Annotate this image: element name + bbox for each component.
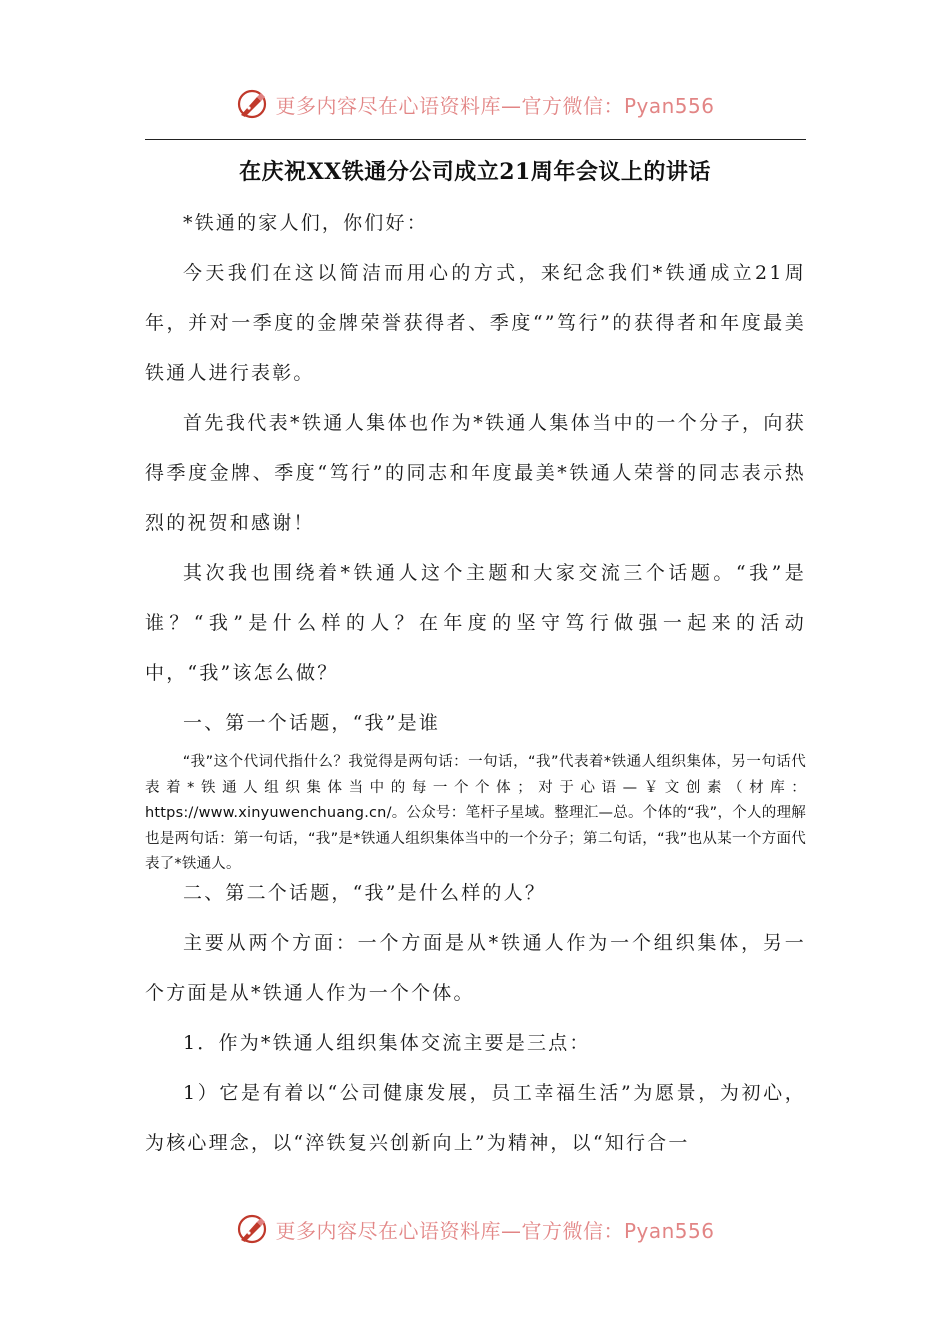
footer-banner <box>0 1207 950 1251</box>
body-paragraph: 主要从两个方面：一个方面是从*铁通人作为一个组织集体，另一个方面是从*铁通人作为一个个体。 <box>145 932 806 1004</box>
inserted-small-paragraph: “我”这个代词代指什么？我觉得是两句话：一句话，“我”代表着*铁通人组织集体，另一句话代表着*铁通人组织集体当中的每一个个体；对于心语—￥文创素（材库：https://www.xinyuwenchuang.cn/。公众号：笔杆子星域。整理汇—总。个体的“我”，个人的理解也是两句话：第一句话，“我”是*铁通人组织集体当中的一个分子；第二句话，“我”也从某一个方面代表了*铁通人。 <box>145 754 806 872</box>
list-heading: 1．作为*铁通人组织集体交流主要是三点： <box>183 1032 591 1054</box>
body-paragraph: 首先我代表*铁通人集体也作为*铁通人集体当中的一个分子，向获得季度金牌、季度“笃行”的同志和年度最美*铁通人荣誉的同志表示热烈的祝贺和感谢！ <box>145 412 806 534</box>
header-divider <box>145 139 806 140</box>
body-paragraph: 其次我也围绕着*铁通人这个主题和大家交流三个话题。“我”是谁？“我”是什么样的人？在年度的坚守笃行做强一起来的活动中，“我”该怎么做？ <box>145 562 806 684</box>
section-heading: 一、第一个话题，“我”是谁 <box>183 712 441 734</box>
body-paragraph: 今天我们在这以简洁而用心的方式，来纪念我们*铁通成立21周年，并对一季度的金牌荣誉获得者、季度“”笃行”的获得者和年度最美铁通人进行表彰。 <box>145 262 806 384</box>
greeting-paragraph: *铁通的家人们，你们好： <box>183 212 428 234</box>
header-banner <box>0 82 950 126</box>
section-heading: 二、第二个话题，“我”是什么样的人？ <box>183 882 547 904</box>
pen-nib-circle-icon <box>235 1212 269 1246</box>
footer-banner-content <box>235 1212 714 1246</box>
header-banner-content <box>235 87 714 121</box>
body-paragraph: 1）它是有着以“公司健康发展，员工幸福生活”为愿景，为初心，为核心理念，以“淬铁复兴创新向上”为精神，以“知行合一 <box>145 1082 806 1154</box>
document-title: 在庆祝XX铁通分公司成立21周年会议上的讲话 <box>239 159 711 185</box>
document-body <box>145 198 806 878</box>
header-banner-text: 更多内容尽在心语资料库—官方微信：Pyan556 <box>275 93 715 118</box>
footer-banner-text: 更多内容尽在心语资料库—官方微信：Pyan556 <box>275 1218 715 1243</box>
document-body-continued <box>145 868 806 1168</box>
pen-nib-circle-icon <box>235 87 269 121</box>
